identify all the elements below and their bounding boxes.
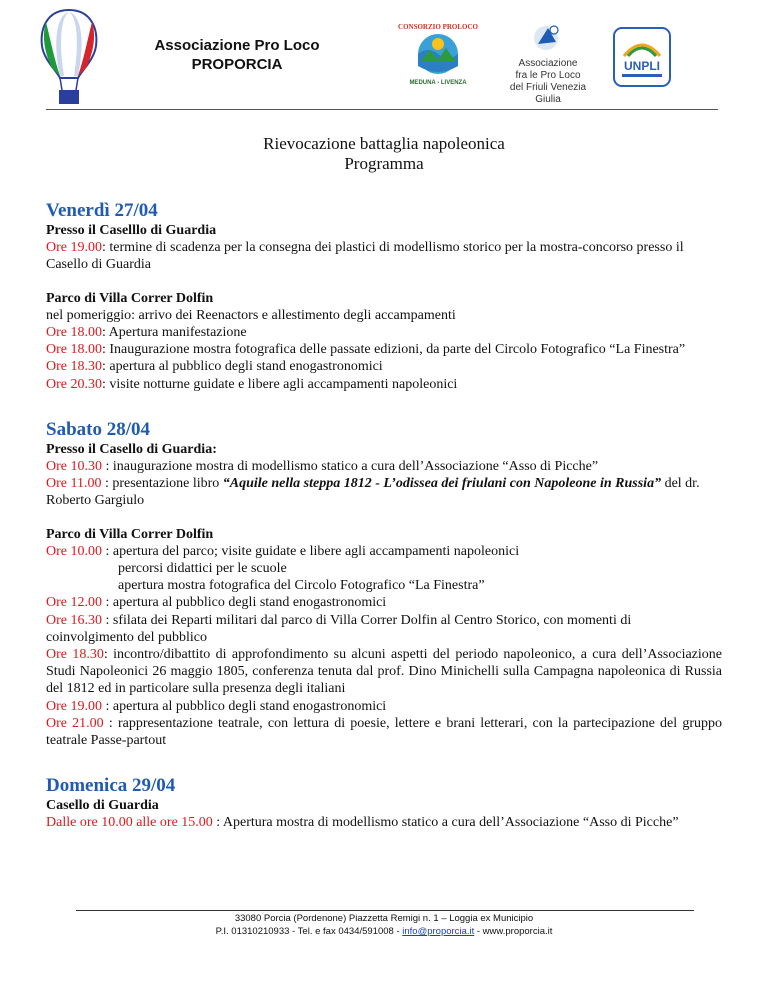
item-time: Ore 11.00 <box>46 476 102 492</box>
schedule-item <box>46 612 722 646</box>
item-text: : Apertura manifestazione <box>102 325 247 341</box>
fvg-association-logo <box>498 20 598 105</box>
consorzio-sub-text: MEDUNA - LIVENZA <box>409 80 467 86</box>
email-link[interactable]: info@proporcia.it <box>402 926 475 937</box>
item-text: : inaugurazione mostra di modellismo statico a cura dell’Associazione “Asso di Picche” <box>102 459 599 475</box>
book-title: “Aquile nella steppa 1812 - L’odissea dei friulani con Napoleone in Russia” <box>222 476 662 492</box>
item-text: : apertura del parco; visite guidate e libere agli accampamenti napoleonici <box>102 543 520 559</box>
item-text: : apertura al pubblico degli stand enogastronomici <box>102 698 387 714</box>
footer-website: - www.proporcia.it <box>474 926 553 937</box>
item-text: : termine di scadenza per la consegna dei plastici di modellismo storico per la mostra-concorso presso il Casello di Guardia <box>46 240 684 273</box>
consorzio-proloco-logo <box>398 20 478 90</box>
schedule-item <box>46 814 722 831</box>
item-time: Ore 10.30 <box>46 459 102 475</box>
schedule-item <box>46 475 722 509</box>
footer-contacts <box>0 925 768 938</box>
item-time: Ore 19.00 <box>46 698 102 714</box>
hot-air-balloon-logo <box>38 8 100 106</box>
fvg-text-line2: fra le Pro Loco <box>515 70 581 81</box>
item-time: Ore 18.30 <box>46 647 104 663</box>
item-text: : Apertura mostra di modellismo statico a cura dell’Associazione “Asso di Picche” <box>212 815 679 831</box>
consorzio-arc-text: CONSORZIO PROLOCO <box>398 23 478 31</box>
schedule-item <box>46 543 722 560</box>
item-text: : visite notturne guidate e libere agli accampamenti napoleonici <box>102 376 458 392</box>
item-time: Ore 18.30 <box>46 359 102 375</box>
item-text: : Inaugurazione mostra fotografica delle passate edizioni, da parte del Circolo Fotografico “La Finestra” <box>102 342 686 358</box>
place-parco: Parco di Villa Correr Dolfin <box>46 290 214 306</box>
schedule-item <box>46 594 722 611</box>
schedule-note: nel pomeriggio: arrivo dei Reenactors e allestimento degli accampamenti <box>46 307 456 323</box>
schedule-item <box>46 341 722 358</box>
item-time: Ore 20.30 <box>46 376 102 392</box>
program-content <box>46 200 722 832</box>
item-text: : incontro/dibattito di approfondimento su alcuni aspetti del periodo napoleonico, a cura dell’Associazione Studi Napoleonici 26 maggio 1805, conferenza tenuta dal prof. Dino Minichelli sulla Campagna napoleonica di Russia del 1812 ed in particolare sulla presenza degli italiani <box>46 647 722 697</box>
place-parco: Parco di Villa Correr Dolfin <box>46 526 214 542</box>
item-time: Ore 18.00 <box>46 325 102 341</box>
organization-name <box>132 36 342 74</box>
org-name-line2: PROPORCIA <box>191 56 283 73</box>
footer-vat-phone: P.I. 01310210933 - Tel. e fax 0434/591008 - <box>215 926 403 937</box>
item-text: del dr. Roberto Gargiulo <box>46 476 700 509</box>
schedule-item <box>46 376 722 393</box>
item-time: Ore 21.00 <box>46 715 104 731</box>
schedule-item <box>46 324 722 341</box>
footer-divider <box>76 910 694 911</box>
place-casello: Presso il Casello di Guardia: <box>46 441 217 457</box>
schedule-item <box>46 715 722 749</box>
item-time: Dalle ore 10.00 alle ore 15.00 <box>46 815 213 831</box>
schedule-subitem: apertura mostra fotografica del Circolo Fotografico “La Finestra” <box>118 578 485 594</box>
document-title-block <box>0 134 768 174</box>
item-text: : apertura al pubblico degli stand enogastronomici <box>102 595 387 611</box>
item-time: Ore 12.00 <box>46 595 102 611</box>
day-heading-saturday: Sabato 28/04 <box>46 418 150 440</box>
unpli-text: UNPLI <box>624 59 660 73</box>
schedule-item <box>46 458 722 475</box>
org-name-line1: Associazione Pro Loco <box>154 37 320 54</box>
day-heading-friday: Venerdì 27/04 <box>46 200 158 221</box>
unpli-logo <box>612 26 672 88</box>
fvg-emblem-icon <box>498 20 598 58</box>
schedule-item <box>46 698 722 715</box>
schedule-item <box>46 358 722 375</box>
document-title: Rievocazione battaglia napoleonica <box>263 134 505 153</box>
letterhead <box>0 0 768 112</box>
document-subtitle: Programma <box>344 154 424 173</box>
item-time: Ore 10.00 <box>46 543 102 559</box>
item-text: : rappresentazione teatrale, con lettura di poesie, lettere e brani letterari, con la partecipazione del gruppo teatrale Passe-partout <box>46 715 722 749</box>
place-casello: Casello di Guardia <box>46 798 159 814</box>
item-time: Ore 16.30 <box>46 612 102 628</box>
item-text: : presentazione libro <box>101 476 223 492</box>
header-divider <box>46 109 718 110</box>
day-heading-sunday: Domenica 29/04 <box>46 775 176 797</box>
item-text: : sfilata dei Reparti militari dal parco di Villa Correr Dolfin al Centro Storico, con momenti di coinvolgimento del pubblico <box>46 612 632 645</box>
fvg-text-line1: Associazione <box>518 58 578 69</box>
fvg-text-line3: del Friuli Venezia Giulia <box>509 82 587 105</box>
footer <box>0 912 768 938</box>
item-time: Ore 19.00 <box>46 240 102 256</box>
schedule-subitem: percorsi didattici per le scuole <box>118 561 287 577</box>
item-time: Ore 18.00 <box>46 342 102 358</box>
item-text: : apertura al pubblico degli stand enogastronomici <box>102 359 383 375</box>
footer-address: 33080 Porcia (Pordenone) Piazzetta Remigi n. 1 – Loggia ex Municipio <box>234 913 534 924</box>
place-casello: Presso il Caselllo di Guardia <box>46 223 217 238</box>
schedule-item <box>46 646 722 698</box>
schedule-item <box>46 239 722 273</box>
